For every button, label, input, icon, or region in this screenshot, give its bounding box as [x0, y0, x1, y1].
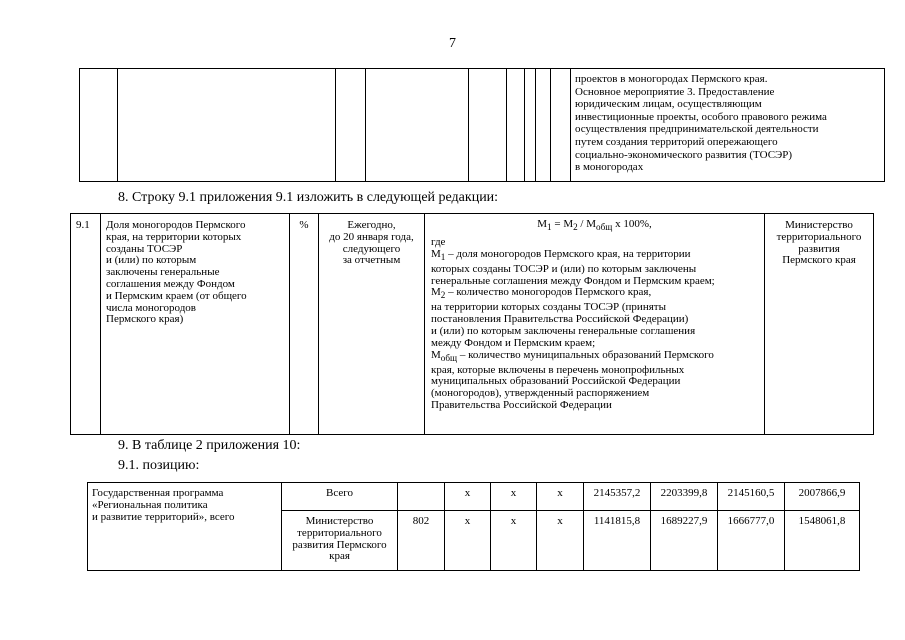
m1-definition [431, 249, 758, 264]
x-cell: х [445, 483, 491, 511]
section-9-1-heading: 9.1. позицию: [118, 458, 200, 473]
table-row [71, 214, 874, 435]
indicator-name-cell [101, 214, 290, 435]
financing-table [87, 482, 860, 571]
text-line: Ежегодно, [347, 219, 396, 231]
value-cell: 1666777,0 [718, 511, 785, 571]
x-cell: х [491, 483, 537, 511]
text-line: заключены генеральные [106, 266, 220, 279]
formula-text: – доля моногородов Пермского края, на территории [445, 247, 691, 260]
text-line: между Фондом и Пермским краем; [431, 336, 596, 349]
value-cell: 2007866,9 [785, 483, 860, 511]
text-line: следующего [342, 242, 401, 255]
text-line: за отчетным [342, 254, 401, 267]
formula-subscript: общ [440, 352, 458, 363]
program-name-cell [88, 483, 282, 571]
indicator-table [70, 213, 874, 435]
table-cell [336, 69, 366, 182]
table-row [88, 483, 860, 511]
text-line: на территории которых созданы ТОСЭР (приняты [431, 301, 666, 314]
formula-subscript: 2 [440, 290, 446, 301]
x-cell: х [537, 483, 584, 511]
text-line: путем создания территорий опережающего [575, 135, 778, 148]
text-line: края [329, 550, 350, 563]
formula-subscript: 2 [573, 222, 578, 233]
text-line: осуществления предпринимательской деятельности [575, 123, 819, 136]
text-line: которых созданы ТОСЭР и (или) по которым заключены [431, 262, 697, 275]
text-line: муниципальных образований Российской Федерации [431, 375, 681, 388]
value-cell: 1689227,9 [651, 511, 718, 571]
text-line: до 20 января года, [329, 230, 414, 243]
x-cell: х [491, 511, 537, 571]
table-cell [551, 69, 571, 182]
text-line: числа моногородов [106, 301, 196, 314]
text-line: развития [798, 242, 840, 255]
formula-text: М [537, 218, 548, 230]
formula-cell [425, 214, 765, 435]
section-8-heading: 8. Строку 9.1 приложения 9.1 изложить в следующей редакции: [118, 190, 499, 205]
text-line: и Пермским краем (от общего [106, 289, 247, 302]
table-cell [469, 69, 507, 182]
code-cell: 802 [398, 511, 445, 571]
text-line: территориального [297, 526, 382, 539]
text-line: развития Пермского [292, 538, 387, 551]
text-line: Пермского края) [106, 313, 184, 326]
value-cell: 1141815,8 [584, 511, 651, 571]
text-line: в моногородах [575, 161, 644, 174]
formula-text: х 100%, [612, 218, 652, 230]
x-cell: х [445, 511, 491, 571]
text-line: социально-экономического развития (ТОСЭР) [575, 148, 793, 161]
unit-cell: % [290, 214, 319, 435]
text-line: «Региональная политика [92, 498, 208, 511]
text-line: юридическим лицам, осуществляющим [575, 98, 762, 111]
text-line: соглашения между Фондом [106, 277, 235, 290]
table-cell [536, 69, 551, 182]
table-cell [80, 69, 118, 182]
text-line: Министерство [305, 515, 374, 527]
formula-line [431, 219, 758, 234]
text-line: Правительства Российской Федерации [431, 398, 612, 411]
code-cell [398, 483, 445, 511]
text-line: генеральные соглашения между Фондом и Пермским краем; [431, 274, 715, 287]
m2-definition [431, 287, 758, 302]
value-cell: 2145357,2 [584, 483, 651, 511]
value-cell: 2145160,5 [718, 483, 785, 511]
text-line: края, на территории которых [106, 230, 242, 243]
text-line: постановления Правительства Российской Федерации) [431, 313, 689, 326]
text-line: и (или) по которым [106, 254, 197, 267]
text-line: (моногородов), утвержденный распоряжением [431, 387, 650, 400]
activity-description-cell [571, 69, 885, 182]
formula-subscript: 1 [547, 222, 552, 233]
continuation-table [79, 68, 885, 182]
where-label: где [431, 235, 446, 248]
formula-text: – количество моногородов Пермского края, [445, 286, 652, 299]
formula-text: М [431, 348, 441, 361]
text-line: Министерство [785, 219, 853, 231]
formula-text: – количество муниципальных образований Пермского [457, 348, 714, 361]
page-number: 7 [449, 36, 456, 51]
row-number-cell: 9.1 [71, 214, 101, 435]
formula-text: = М [551, 218, 574, 230]
executor-cell: Всего [282, 483, 398, 511]
text-line: инвестиционные проекты, особого правового режима [575, 110, 827, 123]
table-cell [366, 69, 469, 182]
formula-subscript: 1 [440, 251, 446, 262]
text-line: созданы ТОСЭР [106, 242, 183, 255]
executor-cell [282, 511, 398, 571]
text-line: края, которые включены в перечень монопрофильных [431, 363, 685, 376]
text-line: Пермского края [782, 254, 856, 267]
mobsh-definition [431, 350, 758, 365]
value-cell: 1548061,8 [785, 511, 860, 571]
formula-text: М [431, 247, 441, 260]
table-cell [507, 69, 525, 182]
text-line: территориального [776, 230, 862, 243]
text-line: и (или) по которым заключены генеральные соглашения [431, 324, 696, 337]
text-line: проектов в моногородах Пермского края. [575, 73, 768, 85]
x-cell: х [537, 511, 584, 571]
text-line: Доля моногородов Пермского [106, 219, 246, 231]
text-line: Основное мероприятие 3. Предоставление [575, 85, 775, 98]
text-line: и развитие территорий», всего [92, 510, 235, 523]
section-9-heading: 9. В таблице 2 приложения 10: [118, 438, 301, 453]
table-cell [118, 69, 336, 182]
text-line: Государственная программа [92, 487, 224, 499]
period-cell [319, 214, 425, 435]
formula-text: / М [577, 218, 597, 230]
ministry-cell [765, 214, 874, 435]
table-cell [525, 69, 536, 182]
formula-text: М [431, 286, 441, 299]
value-cell: 2203399,8 [651, 483, 718, 511]
formula-subscript: общ [596, 222, 613, 233]
